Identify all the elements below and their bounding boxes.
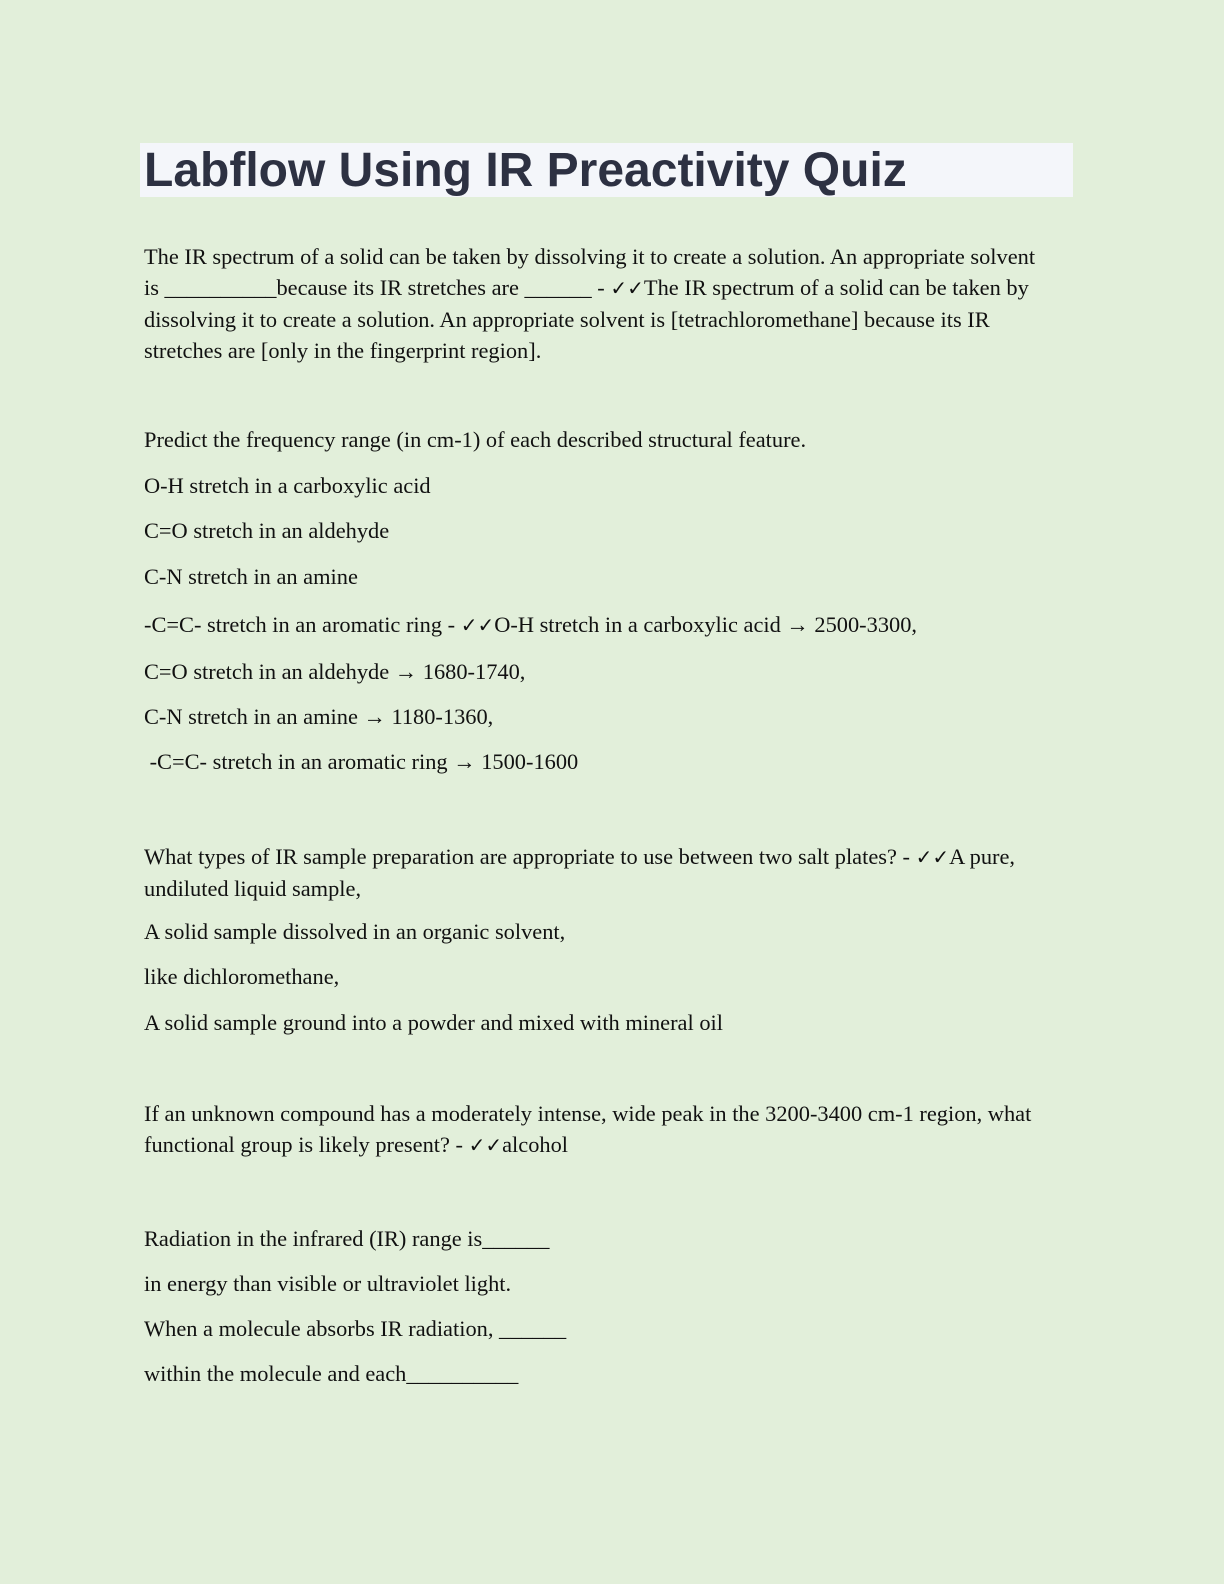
double-check-icon: ✓✓ bbox=[468, 1133, 503, 1157]
question-3 bbox=[144, 841, 1034, 904]
question-1-answer: The IR spectrum of a solid can be taken by dissolving it to create a solution. An appropriate solvent is [tetrachloromethane] because its IR stretches are [only in the fingerprint region]. bbox=[144, 275, 1029, 363]
question-3-answer: A solid sample ground into a powder and mixed with mineral oil bbox=[144, 1010, 723, 1035]
question-2-item: C-N stretch in an amine bbox=[144, 564, 358, 589]
question-4-text: If an unknown compound has a moderately intense, wide peak in the 3200-3400 cm-1 region, what functional group is likely present? - bbox=[144, 1101, 1032, 1157]
question-2-answer: C=O stretch in an aldehyde → 1680-1740, bbox=[144, 659, 526, 684]
question-5-line: Radiation in the infrared (IR) range is______ bbox=[144, 1226, 550, 1251]
question-5-line: in energy than visible or ultraviolet light. bbox=[144, 1271, 512, 1296]
double-check-icon: ✓✓ bbox=[610, 276, 644, 300]
question-2-answer: O-H stretch in a carboxylic acid → 2500-3300, bbox=[494, 612, 918, 637]
question-2-last-item bbox=[144, 609, 917, 641]
question-2-answer: C-N stretch in an amine → 1180-1360, bbox=[144, 704, 494, 729]
question-2-item: O-H stretch in a carboxylic acid bbox=[144, 473, 431, 498]
title-banner bbox=[140, 143, 1073, 197]
double-check-icon: ✓✓ bbox=[460, 613, 495, 637]
page-title: Labflow Using IR Preactivity Quiz bbox=[144, 144, 907, 197]
question-5-line: within the molecule and each__________ bbox=[144, 1361, 519, 1386]
question-4 bbox=[144, 1098, 1049, 1161]
question-4-answer: alcohol bbox=[502, 1132, 568, 1157]
question-2-item: C=O stretch in an aldehyde bbox=[144, 518, 390, 543]
double-check-icon: ✓✓ bbox=[915, 845, 950, 869]
question-3-answer: A pure, undiluted liquid sample, bbox=[144, 844, 1016, 901]
question-5-line: When a molecule absorbs IR radiation, ______ bbox=[144, 1316, 567, 1341]
question-3-text: What types of IR sample preparation are appropriate to use between two salt plates? - bbox=[144, 844, 916, 869]
question-1 bbox=[144, 241, 1054, 366]
question-1-text: The IR spectrum of a solid can be taken by dissolving it to create a solution. An appropriate solvent is __________because its IR stretches are ______ - bbox=[144, 244, 1036, 300]
question-3-answer: A solid sample dissolved in an organic solvent, bbox=[144, 919, 566, 944]
question-2-item: -C=C- stretch in an aromatic ring - bbox=[144, 612, 461, 637]
question-3-answer: like dichloromethane, bbox=[144, 964, 340, 989]
question-2-prompt: Predict the frequency range (in cm-1) of each described structural feature. bbox=[144, 427, 807, 452]
question-2-answer: -C=C- stretch in an aromatic ring → 1500-1600 bbox=[144, 749, 579, 774]
